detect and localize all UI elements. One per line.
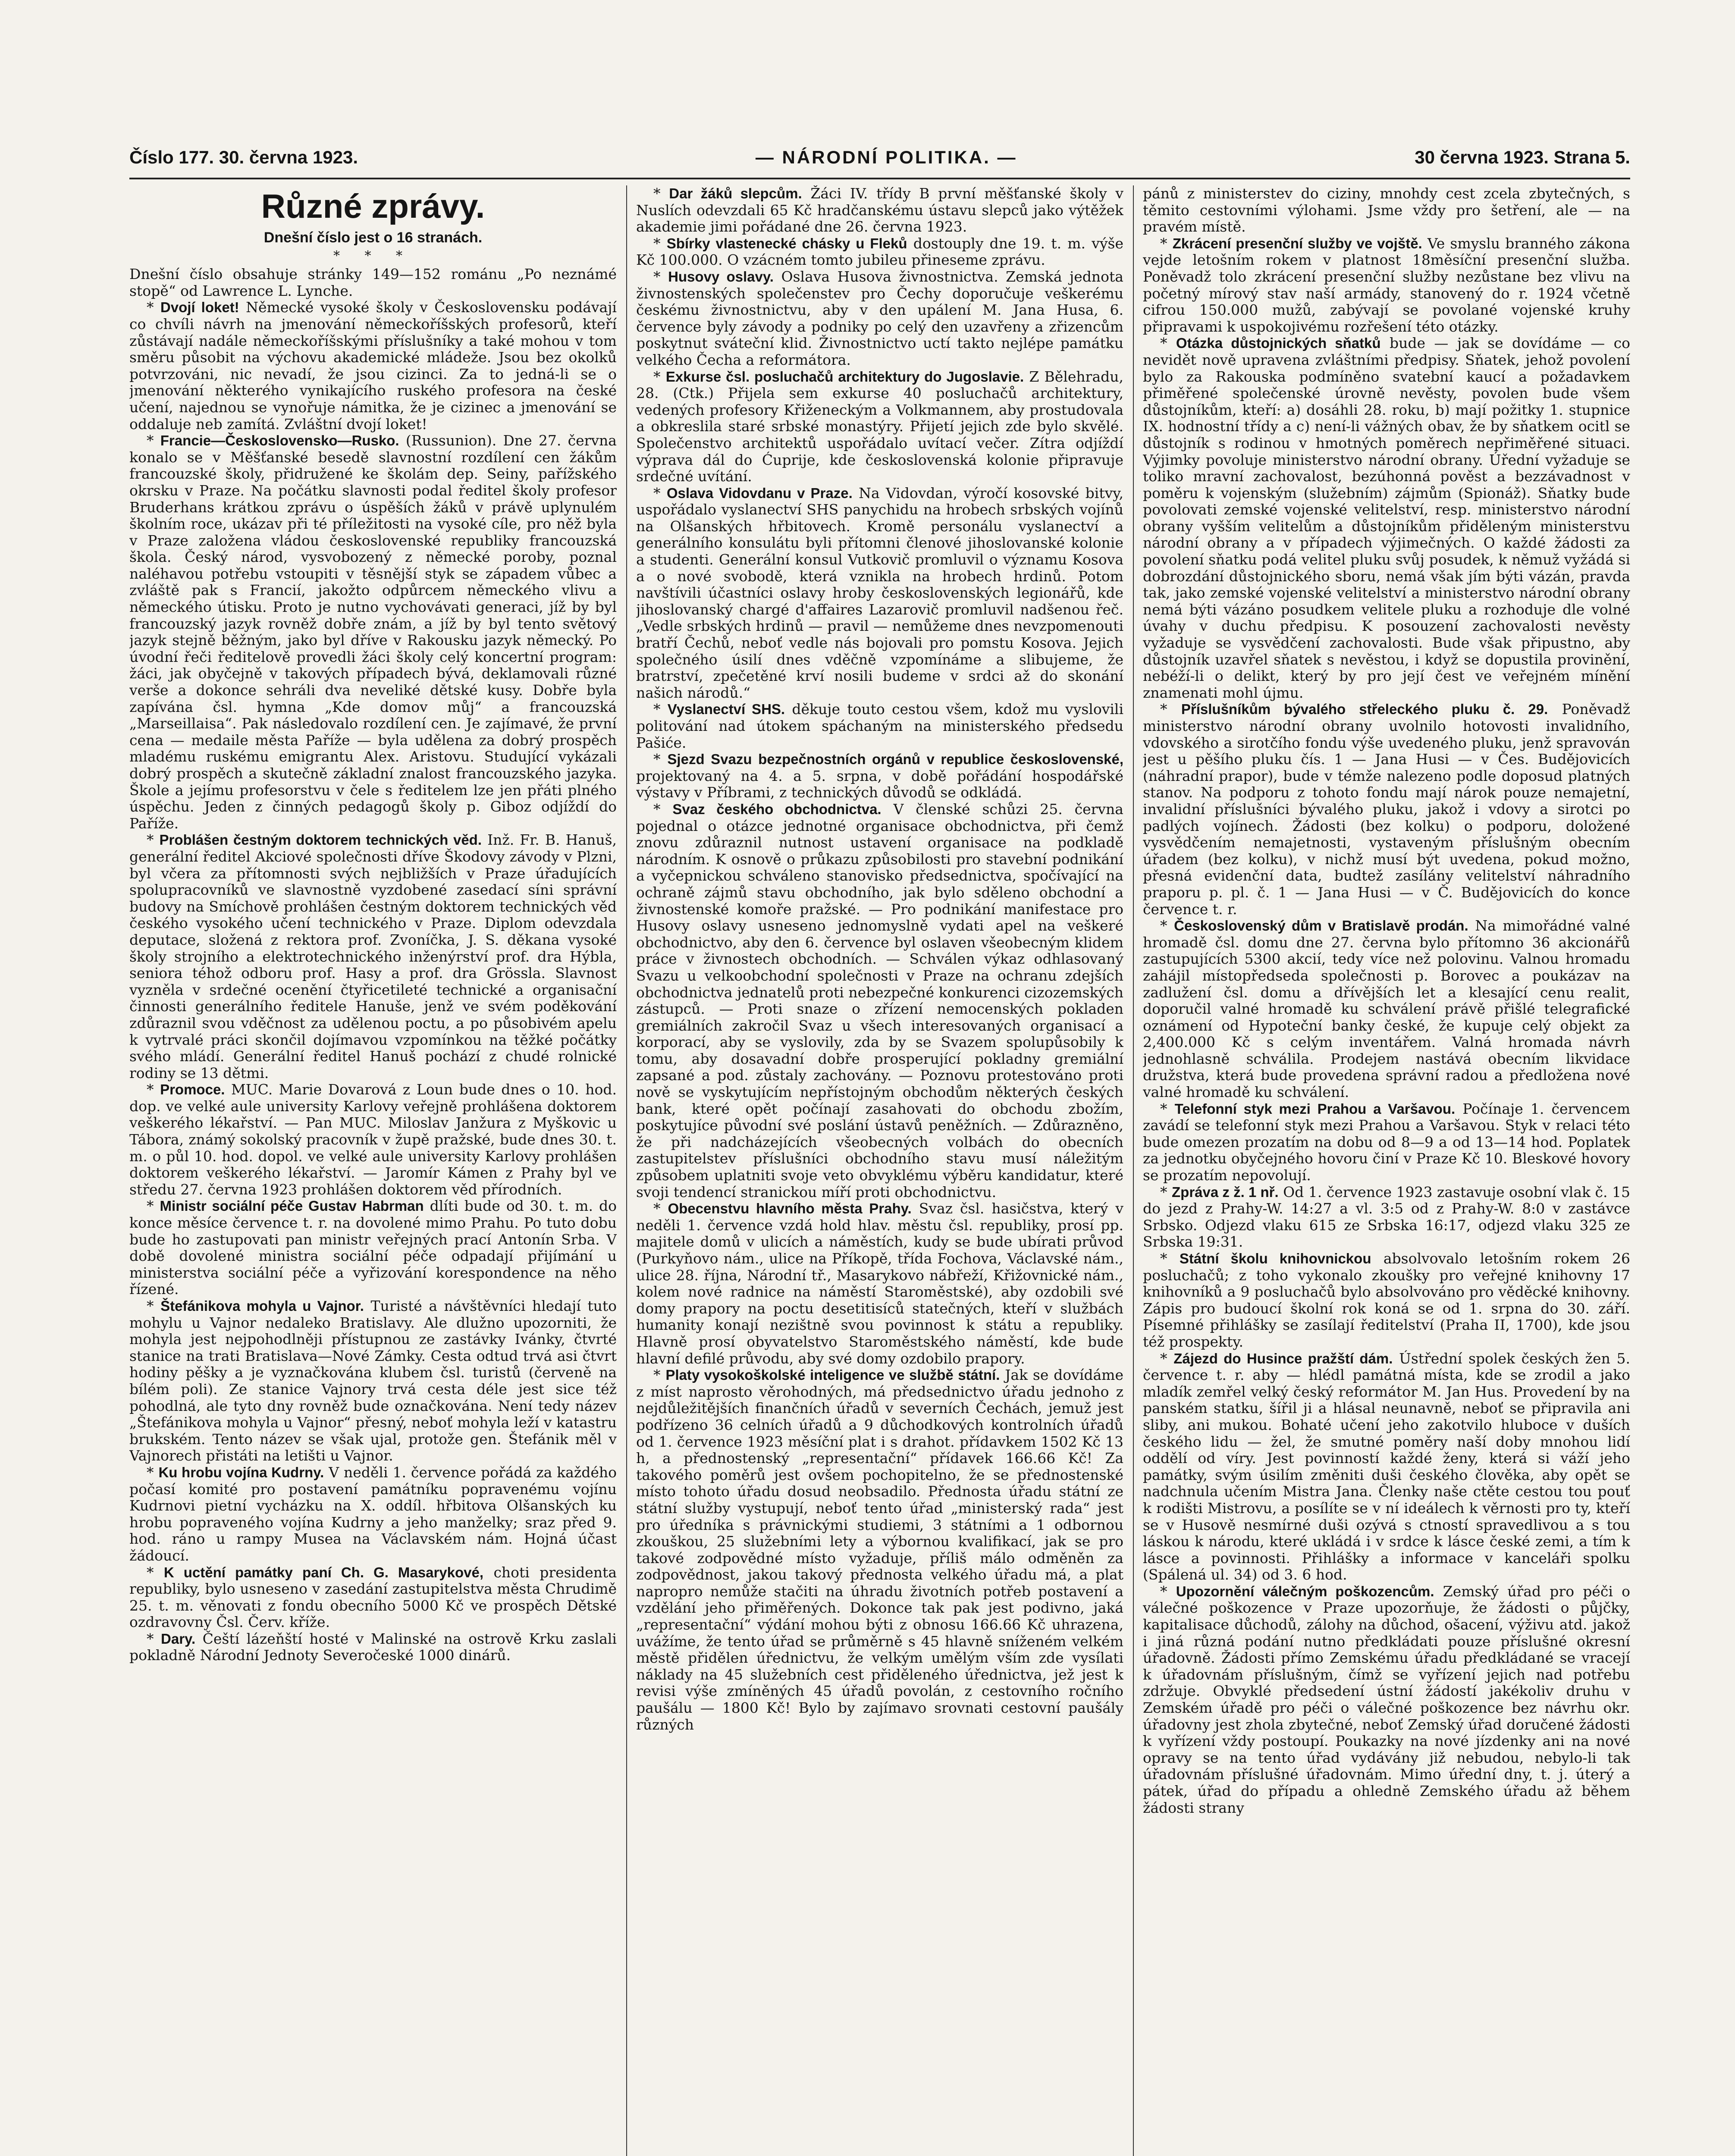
- article-paragraph: [1143, 235, 1630, 335]
- article-headline: Platy vysokoškolské inteligence ve službě státní.: [665, 1367, 1000, 1383]
- article-body: Německé vysoké školy v Československu podávají co chvíli návrh na jmenování německoříšských profesorů, kteří zůstávají nadále německoříšskými příslušníky a také mohou v tom směru působit na výchovu akademické mládeže. Jsou bez okolků potvrzováni, nic nevadí, že jsou cizinci. Za to jedná-li se o jmenování některého vynikajícího ruského profesora na české učení, najednou se vynořuje námitka, že je cizinec a jmenování se oddaluje neb zamítá. Zvláštní dvojí loket!: [129, 299, 617, 432]
- article-body: Ve smyslu branného zákona vejde letošním rokem v platnost 18měsíční presenční služba. Poněvadž tolo zkrácení presenční služby nezůstane bez vlivu na početný mírový stav naší armády, stanovený do r. 1924 včetně cifrou 150.000 mužů, zabývají se povolané vojenské kruhy připravami k uspokojivému rozřešení této otázky.: [1143, 235, 1630, 335]
- article-headline: Ku hrobu vojína Kudrny.: [158, 1464, 324, 1480]
- header-rule: [129, 178, 1630, 179]
- article-paragraph: [1143, 185, 1630, 235]
- article-paragraph: [1143, 1184, 1630, 1250]
- article-body: děkuje touto cestou všem, kdož mu vyslovili politování nad útokem spáchaným na ministerského předsedu Pašiće.: [636, 701, 1123, 751]
- article-headline: Státní školu knihovnickou: [1179, 1250, 1371, 1266]
- article-paragraph: [1143, 1101, 1630, 1184]
- article-body: Inž. Fr. B. Hanuš, generální ředitel Akciové společnosti dříve Škodovy závody v Plzni, byl včera za přítomnosti svých nejbližších v Praze úřadujících spolupracovníků ve slavnostně vyzdobené zasedací síni správní budovy na Smíchově prohlášen čestným doktorem technických věd českého vysokého učení technického v Praze. Diplom odevzdala deputace, složená z rektora prof. Zvoníčka, J. S. děkana vysoké školy strojního a elektrotechnického inženýrství prof. dra Hýbla, seniora téhož odboru prof. Hasy a prof. dra Grössla. Slavnost vyzněla v srdečné ocenění čtyřicetileté technické a organisační činnosti generálního ředitele Hanuše, jenž ve svém poděkování zdůraznil svou vděčnost za udělenou poctu, a po působivém apelu k vytrvalé práci skončil dojímavou vzpomínkou na těžké počátky svého mládí. Generální ředitel Hanuš pochází z chudé rolnické rodiny se 13 dětmi.: [129, 831, 617, 1081]
- article-headline: Sjezd Svazu bezpečnostních orgánů v republice československé,: [667, 751, 1123, 768]
- column-divider: [1133, 185, 1134, 2156]
- article-paragraph: [1143, 918, 1630, 1101]
- article-body: Svaz čsl. hasičstva, který v neděli 1. července vzdá hold hlav. městu čsl. republiky, prosí pp. majitele domů v ulicích a náměstích, kudy se bude ubírati průvod (Purkyňovo nám., ulice na Příkopě, třída Fochova, Václavské nám., ulice 28. října, Národní tř., Masarykovo nábřeží, Křižovnické nám., kolem nové radnice na náměstí Staroměstské), aby ozdobili své domy prapory na poctu desetitisíců statečných, kteří v službách humanity konají nezištně svou povinnost k státu a republiky. Hlavně prosí obyvatelstvo Staroměstského náměstí, kde bude hlavní defilé průvodu, aby své domy ozdobilo prapory.: [636, 1200, 1123, 1367]
- article-headline: Telefonní styk mezi Prahou a Varšavou.: [1174, 1100, 1456, 1117]
- article-body: projektovaný na 4. a 5. srpna, v době pořádání hospodářské výstavy v Příbrami, z technických důvodů se odkládá.: [636, 767, 1123, 801]
- page-header: [129, 142, 1630, 172]
- article-headline: Štefánikova mohyla u Vajnor.: [160, 1298, 364, 1314]
- article-paragraph: [1143, 1583, 1630, 1816]
- article-paragraph: [129, 1081, 617, 1198]
- article-paragraph: [1143, 1351, 1630, 1583]
- article-paragraph: [636, 751, 1123, 801]
- article-paragraph: [636, 269, 1123, 369]
- article-paragraph: [636, 485, 1123, 702]
- article-body: Ústřední spolek českých žen 5. července t. r. aby — hlédl památná místa, kde se zrodil a jako mladík zemřel velký český reformátor M. Jan Hus. Provedení by na panském statku, šířil ji a hlásal neunavně, neboť se připravila ani sliby, ani mukou. Bohaté učení jeho zakotvilo hluboce v duších českého lidu — žel, že smutné poměry naší doby mnohou lidí oddělí od víry. Jest povinností každé ženy, která si váží jeho památky, svým úsilím změniti duši českého člověka, aby opět se nadchnula učením Mistra Jana. Členky naše ctěte cestou tou pouť k rodišti Mistrovu, a posílíte se v ní ideálech k věrnosti pro ty, kteří se v Husově nesmírné duši ozývá s ctností spravedlivou a s tou láskou k národu, které ukládá i v srdce k lásce české zemi, a tím k lásce a povinnosti. Přihlášky a informace v kanceláři spolku (Spálená ul. 34) od 3. 6 hod.: [1143, 1350, 1630, 1583]
- article-paragraph: [129, 299, 617, 432]
- article-body: Čeští lázeňští hosté v Malinské na ostrově Krku zaslali pokladně Národní Jednoty Severočeské 1000 dinárů.: [129, 1630, 617, 1664]
- article-headline: Problášen čestným doktorem technických věd.: [159, 832, 482, 848]
- article-paragraph: [129, 266, 617, 299]
- article-paragraph: [636, 235, 1123, 269]
- article-headline: Exkurse čsl. posluchačů architektury do Jugoslavie.: [665, 368, 1024, 385]
- article-paragraph: [1143, 701, 1630, 918]
- column-2: [636, 185, 1123, 2156]
- article-body: Od 1. července 1923 zastavuje osobní vlak č. 15 do jezd z Prahy-W. 14:27 a vl. 3:5 od z Prahy-W. 8:0 v zastávce Srbsko. Odjezd vlaku 615 ze Srbska 16:17, odjezd vlaku 325 ze Srbska 19:31.: [1143, 1183, 1630, 1250]
- article-body: Na mimořádné valné hromadě čsl. domu dne 27. června bylo přítomno 36 akcionářů zastupujících 5300 akcií, tedy více než polovinu. Valnou hromadu zahájil místopředseda společnosti p. Borovec a poukázav na zadlužení čsl. domu a dřívějších let a klesající cenu realit, doporučil valné hromadě ku schválení právě přišlé telegrafické oznámení od Hypoteční banky české, že kupuje celý objekt za 2,400.000 Kč s celým inventářem. Valná hromada návrh jednohlasně schválila. Prodejem nastává obecním likvidace družstva, která bude provedena správní radou a předložena nové valné hromadě ku schválení.: [1143, 917, 1630, 1101]
- article-body: Na Vidovdan, výročí kosovské bitvy, uspořádalo vyslanectví SHS panychidu na hrobech srbských vojínů na Olšanských hřbitovech. Kromě personálu vyslanectví a generálního konsulátu byli přítomni členové jihoslovanské kolonie a studenti. Generální konsul Vutkovič promluvil o významu Kosova a o nové svobodě, která vznikla na hrobech hrdinů. Potom navštívili účastníci oslavy hroby československých legionářů, kde jihoslovanský chargé d'affaires Lazarovič promluvil nadšenou řeč. „Vedle srbských hrdinů — pravil — nemůžeme dnes nevzpomenouti bratří Čechů, neboť vedle nás bojovali pro pomstu Kosova. Jejich společného úsilí dnes vděčně vzpomínáme a slibujeme, že bratrství, zpečetěné krví nosili budeme v srdci až do skonání našich národů.“: [636, 484, 1123, 701]
- article-body: dlíti bude od 30. t. m. do konce měsíce července t. r. na dovolené mimo Prahu. Po tuto dobu bude ho zastupovati pan ministr veřejných prací Antonín Srba. V době dovolené ministra sociální péče odpadají přijímání u ministerstva sociální péče a vyřizování korespondence na něho řízené.: [129, 1197, 617, 1298]
- article-body: Zemský úřad pro péči o válečné poškozence v Praze upozorňuje, že žádosti o půjčky, kapitalisace důchodů, zálohy na důchod, ošacení, výživu atd. jakož i jiná různá podání nutno předkládati pouze příslušné okresní úřadovně. Žádosti přímo Zemskému úřadu předkládané se vracejí k úřadovnám příslušným, čímž se vyřízení jejich nad potřebu zdržuje. Obvyklé předsedení ústní žádostí jakékoliv druhu v Zemském úřadě pro péči o válečné poškozence bez návrhu okr. úřadovny jest zhola zbytečné, neboť Zemský úřad doručené žádosti k vyřízení vždy postoupí. Poukazky na nové jízdenky ani na nové opravy se na tento úřad vydávány již nebudou, nebylo-li tak úřadovnám příslušné úřadovnám. Mimo úřední dny, t. j. úterý a pátek, úřad do případu a ohledně Zemského úřadu až během žádosti strany: [1143, 1583, 1630, 1816]
- article-paragraph: [636, 701, 1123, 751]
- article-headline: Zpráva z ž. 1 nř.: [1172, 1184, 1279, 1200]
- article-body: choti presidenta republiky, bylo usneseno v zasedání zastupitelstva města Chrudimě 25. t. m. věnovati z fondu obecního 5000 Kč ve prospěch Dětské ozdravovny Čsl. Červ. kříže.: [129, 1564, 617, 1631]
- column-1: [129, 185, 617, 2156]
- article-paragraph: [129, 832, 617, 1081]
- article-body: absolvovalo letošním rokem 26 posluchačů; z toho vykonalo zkoušky pro veřejné knihovny 17 knihovníků a 9 posluchačů bylo absolvováno pro věděcké knihovny. Zápis pro budoucí školní rok koná se od 1. srpna do 30. září. Písemné přihlášky se zasílají ředitelství (Praha II, 1700), kde jsou též prospekty.: [1143, 1250, 1630, 1350]
- column-3: [1143, 185, 1630, 2156]
- masthead: — NÁRODNÍ POLITIKA. —: [755, 147, 1017, 167]
- article-headline: Otázka důstojnických sňatků: [1176, 335, 1381, 351]
- article-paragraph: [129, 1298, 617, 1464]
- article-headline: Svaz českého obchodnictva.: [672, 801, 882, 817]
- article-body: Oslava Husova živnostnictva. Zemská jednota živnostenských společenstev pro Čechy doporučuje veškerému českému živnostnictvu, aby v den upálení M. Jana Husa, 6. července byly závody a podniky po celý den uzavřeny a zřizencům poskytnut sváteční klid. Živnostnictvo uctí takto nejlépe památku velkého Čecha a reformátora.: [636, 268, 1123, 368]
- article-headline: Upozornění válečným poškozencům.: [1176, 1583, 1434, 1599]
- article-body: Z Bělehradu, 28. (Ctk.) Přijela sem exkurse 40 posluchačů architektury, vedených profesory Křiženeckým a Volkmannem, aby prostudovala a obkreslila staré srbské monastýry. Přijetí jejich zde bylo skvělé. Společenstvo architektů uspořádalo uvítací večer. Zítra odjíždí výprava dál do Ćuprije, kde československá kolonie připravuje srdečné uvítání.: [636, 368, 1123, 485]
- article-list: [129, 266, 617, 1664]
- article-headline: Sbírky vlastenecké chásky u Fleků: [666, 235, 907, 251]
- article-body: Žáci IV. třídy B první měšťanské školy v Nuslích odevzdali 65 Kč hradčanskému ústavu slepců jako výtěžek akademie jimi pořádané dne 26. června 1923.: [636, 185, 1123, 235]
- article-paragraph: [636, 1367, 1123, 1733]
- article-paragraph: [1143, 1250, 1630, 1351]
- article-headline: Ministr sociální péče Gustav Habrman: [160, 1198, 424, 1214]
- column-divider: [626, 185, 627, 2156]
- article-body: dostouply dne 19. t. m. výše Kč 100.000. O vzácném tomto jubileu přineseme zprávu.: [636, 235, 1123, 269]
- article-body: (Russunion). Dne 27. června konalo se v Měšťanské besedě slavnostní rozdílení cen žákům francouzské školy, přidružené ke školám dep. Seiny, pařížského okrsku v Praze. Na počátku slavnosti podal ředitel školy profesor Bruderhans krátkou zprávu o úspěších žáků v právě uplynulém školním roce, ukázav při té příležitosti na vysoké cíle, pro něž byla v Praze založena vládou československé republiky francouzská škola. Český národ, vysvobozený z německé poroby, poznal naléhavou potřebu vstoupiti v těsnější styk se západem vůbec a zvláště pak s Francií, jakožto odpůrcem německého vlivu a německého útisku. Proto je nutno vychovávati generaci, jíž by byl francouzský jazyk rovněž dobře znám, a jíž by byl tento světový jazyk stejně běžným, jako byl dříve v Rakousku jazyk německý. Po úvodní řeči ředitelově provedli žáci školy celý koncertní program: žáci, jak obyčejně v takových případech bývá, deklamovali různé verše a dokonce sehráli dva neveliké dětské kusy. Dobře byla zapívána čsl. hymna „Kde domov můj“ a francouzská „Marseillaisa“. Pak následovalo rozdílení cen. Je zajímavé, že první cena — medaile města Paříže — byla udělena za dobrý prospěch mladému ruskému emigrantu Alex. Aristovu. Studující vykázali dobrý prospěch a skutečně základní znalost francouzského jazyka. Škole a jejímu profesorstvu v čele s ředitelem lze jen přáti plného úspěchu. Jeden z činných pedagogů školy p. Giboz odjíždí do Paříže.: [129, 432, 617, 832]
- article-body: Poněvadž ministerstvo národní obrany uvolnilo hotovosti invalidního, vdovského a sirotčího fondu výše uvedeného pluku, jenž spravován jest u pěšího pluku čís. 1 — Jana Husi — v Čes. Budějovicích (náhradní prapor), bude v témže nalezeno podle doposud platných stanov. Na podporu z tohoto fondu mají nárok pouze nemajetní, invalidní příslušníci bývalého pluku, jakož i vdovy a sirotci po padlých vojínech. Žádosti (bez kolku) o podporu, doložené vysvědčením nemajetnosti, vystaveným příslušným obecním úřadem (bez kolku), v nichž musí být uvedena, pokud možno, přesná evidenční data, budtež zasílány velitelství náhradního praporu p. pl. č. 1 — Jana Husi — v Č. Budějovicích do konce července t. r.: [1143, 701, 1630, 918]
- article-paragraph: [636, 801, 1123, 1200]
- article-body: Turisté a návštěvníci hledají tuto mohylu u Vajnor nedaleko Bratislavy. Ale dlužno upozorniti, že mohyla jest nejpohodlněji přístupnou ze zastávky Ivánky, čtvrté stanice na trati Bratislava—Nové Zámky. Cesta odtud trvá asi čtvrt hodiny pěšky a je vyznačkována klubem čsl. turistů (červeně na bílém poli). Ze stanice Vajnory trvá cesta déle jest sice též pohodlná, ale tyto dny rovněž bude označkována. Není tedy název „Štefánikova mohyla u Vajnor“ přesný, neboť mohyla leží v katastru brukském. Tento název se však ujal, protože gen. Štefánik měl v Vajnorech přistáti na letišti u Vajnor.: [129, 1297, 617, 1464]
- article-headline: Promoce.: [160, 1081, 225, 1098]
- article-headline: Zkrácení presenční služby ve vojště.: [1172, 235, 1422, 251]
- article-body: bude — jak se dovídáme — co nevidět nově upravena zvláštními předpisy. Sňatek, jehož povolení bylo za Rakouska podmíněno svatební kaucí a požadavkem přiměřené společenské úrovně nevěsty, povolen bude všem důstojníkům, kteří: a) dosáhli 28. roku, b) mají požitky 1. stupnice IX. hodnostní třídy a c) není-li vážných obav, že by sňatkem ocitl se důstojník s rodinou v hmotných poměrech nepřiměřené situaci. Výjimky povoluje ministerstvo národní obrany. Úřední vyžaduje se toliko mravní zachovalost, bezúhonná pověst a bezzávadnost v poměru k vojenským (služebním) zájmům (Spionáž). Sňatky bude povolovati zemské vojenské velitelství, resp. ministerstvo národní obrany vyšším velitelům a důstojníkům přiděleným ministerstvu národní obrany a v případech výjimečných. O každé žádosti za povolení sňatku podá velitel pluku svůj posudek, k němuž vyžádá si dobrozdání důstojnického sboru, nemá však jím býti vázán, pravda tak, jako zemské vojenské velitelství a ministerstvo národní obrany nemá býti vázáno posudkem velitele pluku a rozhoduje dle volné úvahy v duchu předpisu. K posouzení zachovalosti nevěsty vyžaduje se vysvědčení zachovalosti. Bude však připustno, aby důstojník uzavřel sňatek s nevěstou, i když se dopustila provinění, nebéží-li o delikt, který by pro její čest ve veřejném mínění znamenati mohl újmu.: [1143, 335, 1630, 701]
- section-subtitle: Dnešní číslo jest o 16 stranách.: [264, 229, 483, 246]
- article-headline: Husovy oslavy.: [668, 268, 774, 285]
- article-paragraph: [129, 1198, 617, 1298]
- newspaper-page: [129, 142, 1630, 2156]
- article-headline: Francie—Československo—Rusko.: [160, 432, 399, 449]
- article-list: [1143, 185, 1630, 1816]
- article-headline: Dvojí loket!: [160, 299, 239, 316]
- article-body: V neděli 1. července pořádá za každého počasí komité pro postavení památníku popravenému vojínu Kudrnovi pietní vycházku na X. oddíl. hřbitova Olšanských ku hrobu popraveného vojína Kudrny a jeho manželky; sraz před 9. hod. ráno u rampy Musea na Václavském nám. Hojná účast žádoucí.: [129, 1463, 617, 1564]
- article-list: [636, 185, 1123, 1733]
- article-headline: Vyslanectví SHS.: [667, 701, 785, 718]
- article-headline: Dary.: [161, 1630, 196, 1647]
- article-body: V členské schůzi 25. června pojednal o otázce jednotné organisace obchodnictva, při čemž znovu zdůraznil nutnost ustavení organisace na podkladě národním. K osnově o průkazu způsobilosti pro stavební podnikání a vyčepnickou schváleno stanovisko předsednictva, spočívající na ochraně zájmů stavu obchodního, jak bylo sděleno obchodní a živnostenské komoře pražské. — Pro podnikání manifestace pro Husovy oslavy usneseno jednomyslně vydati apel na veškeré obchodnictvo, aby den 6. července byl oslaven všeobecným klidem práce v živnostech obchodních. — Schválen výkaz odhlasovaný Svazu u velkoobchodní společnosti v Praze na ochranu zdejších obchodnictva jednatelů proti nebezpečné konkurenci cizozemských zástupců. — Proti snaze o zřízení nemocenských pokladen gremiálních zakročil Svaz u všech interesovaných organisací a korporací, aby se vyslovily, zda by se Svazem spolupůsobily k tomu, aby dosavadní dobře prosperující pokladny gremiální zapsané a pod. zůstaly zachovány. — Poznovu protestováno proti nově se vyskytujícím nepřístojným obchodům některých českých bank, které opět počínají zasahovati do obchodu zbožím, poskytujíce původní své poslání ústavů peněžních. — Zdůrazněno, že při nadcházejících všeobecných volbách do obecních zastupitelstev příslušníci obchodního stavu musí náležitým způsobem uplatniti svoje veto obvyklému výběru kandidatur, které svoji tendencí stranickou míří proti obchodnictvu.: [636, 800, 1123, 1200]
- article-body: Dnešní číslo obsahuje stránky 149—152 románu „Po neznámé stopě“ od Lawrence L. Lynche.: [129, 266, 617, 299]
- article-headline: Obecenstvu hlavního města Prahy.: [668, 1200, 912, 1217]
- issue-number-date: Číslo 177. 30. června 1923.: [129, 147, 358, 167]
- article-paragraph: [129, 1631, 617, 1664]
- article-paragraph: [636, 369, 1123, 485]
- section-title: Různé zprávy.: [261, 187, 485, 225]
- article-body: pánů z ministerstev do ciziny, mnohdy cest zcela zbytečných, s těmito cestovními výlohami. Jsme vždy pro šetření, ale — na pravém místě.: [1143, 185, 1630, 235]
- article-headline: Československý dům v Bratislavě prodán.: [1174, 918, 1468, 934]
- article-headline: Zájezd do Husince pražští dám.: [1173, 1350, 1393, 1366]
- article-body: Počínaje 1. červencem zavádí se telefonní styk mezi Prahou a Varšavou. Styk v relaci této bude omezen prozatím na dobu od 8—9 a od 13—14 hod. Poplatek za jednotku obyčejného hovoru činí v Praze Kč 10. Bleskové hovory se prozatím nepovolují.: [1143, 1100, 1630, 1184]
- article-paragraph: [1143, 335, 1630, 701]
- article-body: MUC. Marie Dovarová z Loun bude dnes o 10. hod. dop. ve velké aule university Karlovy veřejně prohlášena doktorem veškerého lékařství. — Pan MUC. Miloslav Janžura z Myškovic u Tábora, známý sokolský pracovník v župě pražské, bude dnes 30. t. m. o půl 10. hod. dopol. ve velké aule university Karlovy prohlášen doktorem veškerého lékařství. — Jaromír Kámen z Prahy byl ve středu 27. června 1923 prohlášen doktorem věd přírodních.: [129, 1081, 617, 1198]
- article-headline: Dar žáků slepcům.: [669, 185, 802, 201]
- article-headline: K uctění památky paní Ch. G. Masarykové,: [163, 1564, 484, 1580]
- article-paragraph: [129, 1464, 617, 1564]
- article-paragraph: [129, 432, 617, 832]
- article-headline: Příslušníkům bývalého střeleckého pluku č. 29.: [1181, 701, 1548, 718]
- article-headline: Oslava Vidovdanu v Praze.: [666, 485, 853, 501]
- article-body: Jak se dovídáme z míst naprosto věrohodných, má předsednictvo úřadu jednoho z nejdůležitějších finančních úřadů v severních Čechách, jemuž jest podřízeno 36 celních úřadů a 9 důchodkových kontrolních úřadů od 1. července 1923 měsíční plat i s drahot. přídavkem 1502 Kč 13 h, a přednostenský „representační“ přídavek 166.66 Kč! Za takového poměrů jest ovšem pochopitelno, že se přednostenské místo tohoto úřadu dosud neobsadilo. Přednosta úřadu státní ze státní služby vystupují, neboť tento úřad „ministerský rada“ jest pro úředníka s právnickými studiemi, 3 státními a 1 odbornou zkouškou, 25 služebními lety a výbornou kvalifikací, jak se pro takové zodpovědné místo vyžaduje, příliš málo odměněn za zodpovědnost, jakou takový přednosta velkého úřadu má, a plat napropro nemůže stačiti na úhradu životních potřeb postavení a vzdělání jeho přiměřených. Dokonce tak pak jest podivno, jaká „representační“ výdání mohou býti z obnosu 166.66 Kč uhrazena, uvážíme, že tento úřad se průměrně s 45 hlavně sníženém velkém městě přidělen úřednictvu, že velkým umělým vším zde vysílati náklady na 45 služebních cest přiděleného úřednictva, jež jest k revisi výše zmíněných 45 úřadů povolán, z cestovního ročního paušálu — 1800 Kč! Bylo by zajímavo srovnati cestovní paušály různých: [636, 1366, 1123, 1733]
- ornament-stars: * * *: [333, 248, 413, 263]
- date-page-number: 30 června 1923. Strana 5.: [1415, 147, 1630, 167]
- article-paragraph: [636, 185, 1123, 235]
- article-paragraph: [129, 1564, 617, 1631]
- article-paragraph: [636, 1200, 1123, 1367]
